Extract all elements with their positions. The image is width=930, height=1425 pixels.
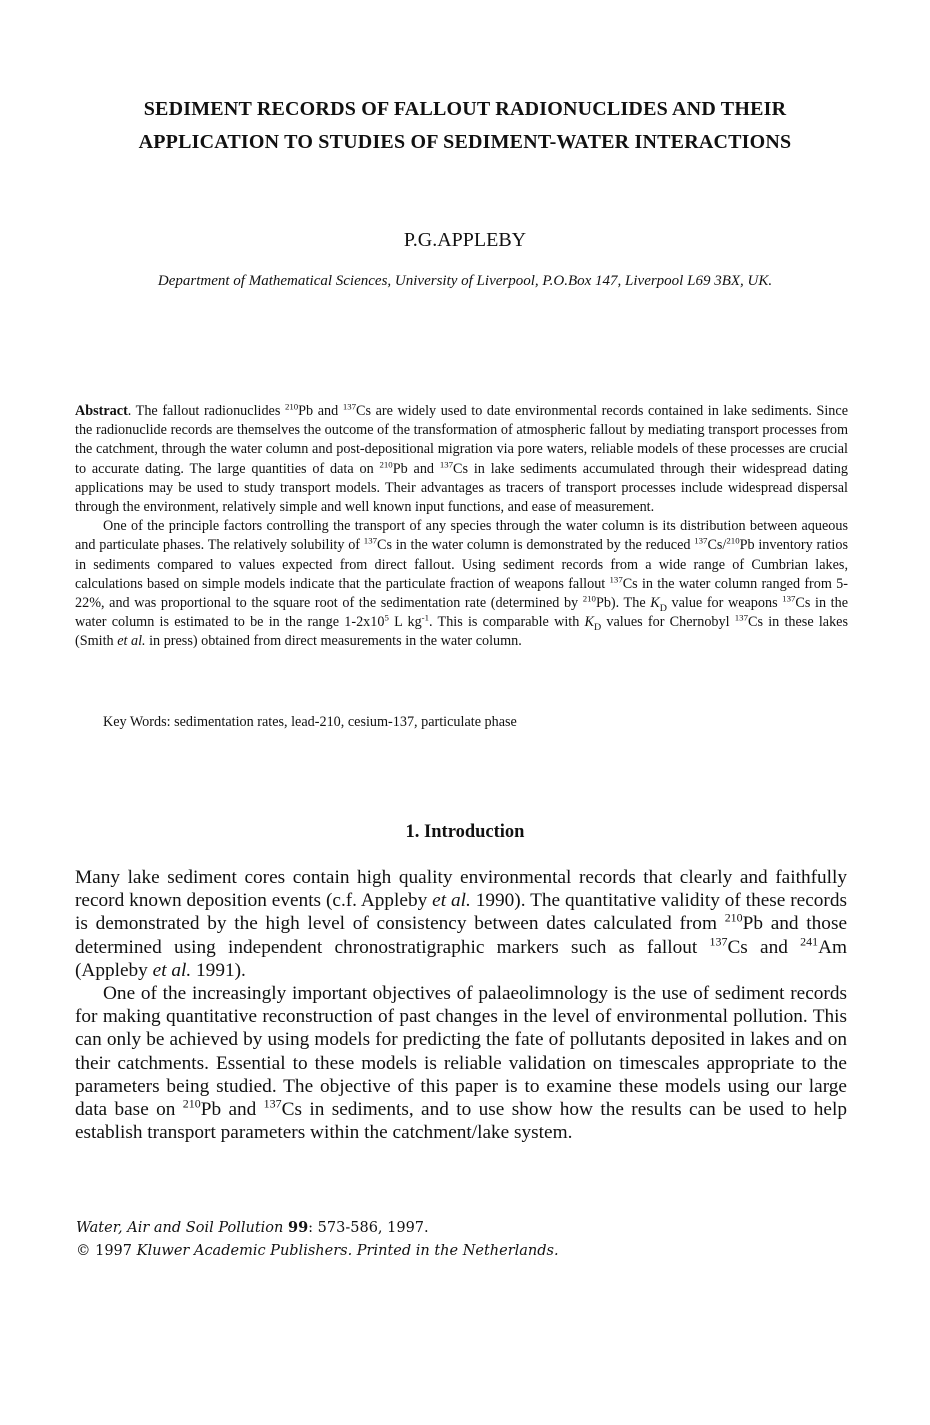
journal-pages: : 573-586, 1997. <box>308 1220 429 1236</box>
introduction-paragraph-1: Many lake sediment cores contain high quality environmental records that clearly and faithfully record known deposition events (c.f. Appleby et al. 1990). The quantitative validity of these records is demonstrated by the high level of consistency between dates calculated from $^{210}$Pb and those determined using independent chronostratigraphic markers such as fallout $^{137}$Cs and $^{241}$Am (Appleby et al. 1991). <box>75 867 848 981</box>
journal-citation <box>76 1216 559 1240</box>
abstract <box>75 402 848 652</box>
abstract-paragraph-2: One of the principle factors controlling the transport of any species through the water column is its distribution between aqueous and particulate phases. The relatively solubility of $^{137}$Cs in the water column is demonstrated by the reduced $^{137}$Cs/$^{210}$Pb inventory ratios in sediments compared to values expected from direct fallout. Using sediment records from a wide range of Cumbrian lakes, calculations based on simple models indicate that the particulate fraction of weapons fallout $^{137}$Cs in the water column ranged from 5-22%, and was proportional to the square root of the sedimentation rate (determined by $^{210}$Pb). The $K_D$ value for weapons $^{137}$Cs in the water column is estimated to be in the range $1-2x10^5$ L $kg^{-1}$. This is comparable with $K_D$ values for Chernobyl $^{137}$Cs in these lakes (Smith et al. in press) obtained from direct measurements in the water column. <box>75 518 848 650</box>
introduction-paragraph-2: One of the increasingly important objectives of palaeolimnology is the use of sediment records for making quantitative reconstruction of past changes in the level of environmental pollution. This can only be achieved by using models for predicting the fate of pollutants deposited in lakes and on their catchments. Essential to these models is reliable validation on timescales appropriate to the parameters being studied. The objective of this paper is to examine these models using our large data base on $^{210}$Pb and $^{137}$Cs in sediments, and to use show how the results can be used to help establish transport parameters within the catchment/lake system. <box>75 983 847 1144</box>
abstract-paragraph-1: Abstract. The fallout radionuclides $^{210}$Pb and $^{137}$Cs are widely used to date environmental records contained in lake sediments. Since the radionuclide records are themselves the outcome of the transformation of atmospheric fallout by mediating transport processes from the catchment, through the water column and post-depositional migration via pore waters, reliable models of these processes are crucial to accurate dating. The large quantities of data on $^{210}$Pb and $^{137}$Cs in lake sediments accumulated through their widespread dating applications may be used to study transport models. Their advantages as tracers of transport processes include widespread dispersal through the environment, relatively simple and well known input functions, and ease of measurement. <box>75 401 848 516</box>
journal-volume: 99 <box>287 1219 309 1236</box>
publication-footer <box>76 1216 559 1263</box>
keywords: Key Words: sedimentation rates, lead-210, cesium-137, particulate phase <box>103 714 517 730</box>
author-affiliation: Department of Mathematical Sciences, University of Liverpool, P.O.Box 147, Liverpool L69 3BX, UK. <box>157 273 773 289</box>
journal-name: Water, Air and Soil Pollution <box>76 1220 284 1236</box>
author-name: P.G.APPLEBY <box>403 229 527 251</box>
publisher-name: Kluwer Academic Publishers. Printed in the Netherlands. <box>136 1243 559 1259</box>
introduction-body <box>75 866 847 1144</box>
title-line-1: SEDIMENT RECORDS OF FALLOUT RADIONUCLIDES AND THEIR <box>143 98 787 120</box>
section-heading-introduction: 1. Introduction <box>405 822 525 842</box>
title-line-2: APPLICATION TO STUDIES OF SEDIMENT-WATER INTERACTIONS <box>138 131 792 153</box>
paper-title <box>60 93 870 159</box>
copyright-notice: © 1997 Kluwer Academic Publishers. Printed in the Netherlands. <box>76 1243 559 1259</box>
abstract-label: Abstract <box>75 403 128 419</box>
